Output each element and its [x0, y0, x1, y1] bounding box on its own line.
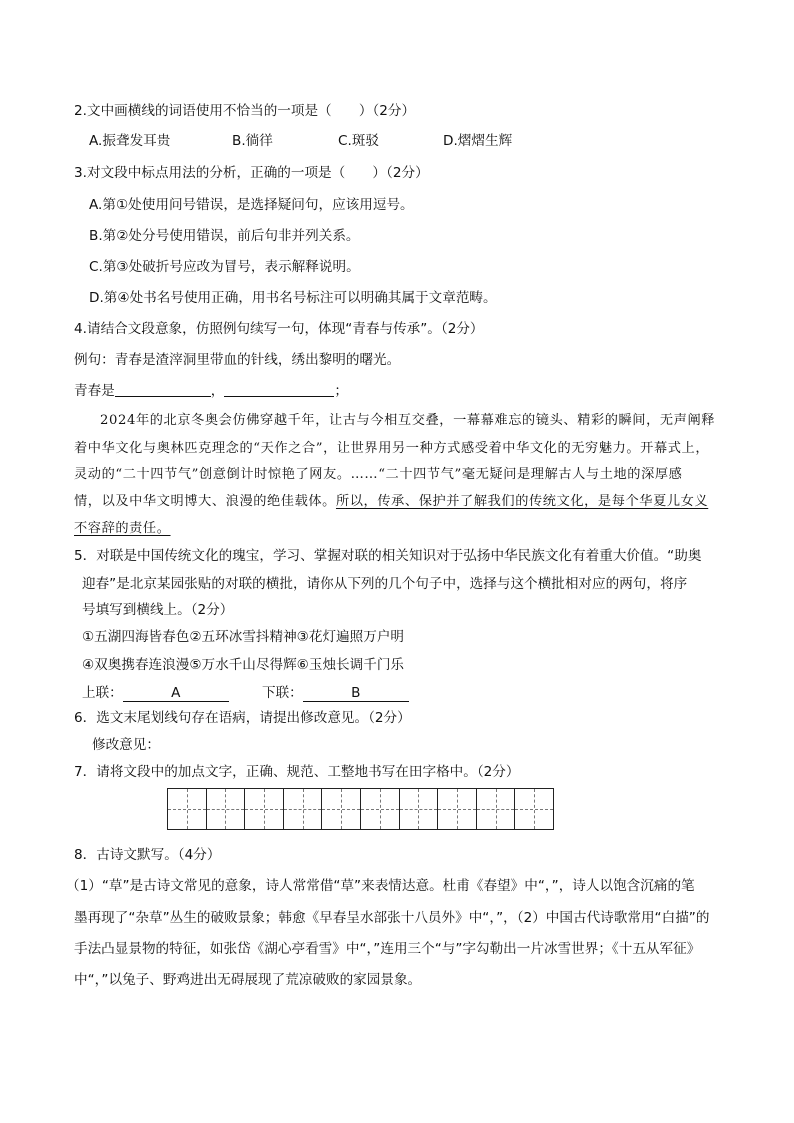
q6-revision-label: 修改意见：: [92, 737, 160, 753]
q2-option-a: A.振聋发耳贵: [89, 133, 171, 149]
q5-upper-couplet: [82, 684, 229, 702]
tianzige-grid[interactable]: [167, 788, 554, 830]
q8-line-2: 墨再现了“杂草”丛生的破败景象；韩愈《早春呈水部张十八员外》中“，”，（2）中国古代诗歌常用“白描”的: [74, 910, 710, 926]
tianzige-cell[interactable]: [322, 789, 361, 829]
passage-line-1: 2024年的北京冬奥会仿佛穿越千年，让古与今相互交叠，一幕幕难忘的镜头、精彩的瞬间，无声阐释: [100, 413, 716, 428]
q5-lower-label: 下联：: [262, 685, 303, 701]
q2-option-c: C.斑驳: [338, 133, 380, 149]
q2-stem: 2.文中画横线的词语使用不恰当的一项是（ ）（2分）: [74, 103, 416, 119]
tianzige-cell[interactable]: [477, 789, 516, 829]
passage-line-2: 着中华文化与奥林匹克理念的“天作之合”，让世界用另一种方式感受着中华文化的无穷魅力。开幕式上，: [74, 441, 710, 456]
passage-line-5: [74, 520, 171, 538]
q5-upper-answer[interactable]: A: [123, 685, 229, 702]
q3-stem: 3.对文段中标点用法的分析，正确的一项是（ ）（2分）: [74, 165, 429, 181]
tianzige-cell[interactable]: [400, 789, 439, 829]
tianzige-cell[interactable]: [207, 789, 246, 829]
q3-option-d: D.第④处书名号使用正确，用书名号标注可以明确其属于文章范畴。: [89, 290, 497, 306]
q4-end: ；: [334, 383, 348, 399]
tianzige-cell[interactable]: [361, 789, 400, 829]
q3-option-b: B.第②处分号使用错误，前后句非并列关系。: [89, 228, 360, 244]
q5-lower-answer[interactable]: B: [303, 685, 409, 702]
q3-option-a: A.第①处使用问号错误，是选择疑问句，应该用逗号。: [89, 197, 414, 213]
q5-stem-line-1: 5．对联是中国传统文化的瑰宝，学习、掌握对联的相关知识对于弘扬中华民族文化有着重大价值。“助奥: [74, 548, 702, 564]
q5-stem-line-2: 迎春”是北京某园张贴的对联的横批，请你从下列的几个句子中，选择与这个横批相对应的两句，将序: [82, 576, 688, 592]
tianzige-cell[interactable]: [515, 789, 553, 829]
q4-example: 例句：青春是渣滓洞里带血的针线，绣出黎明的曙光。: [74, 352, 401, 368]
q8-line-4: 中“，”以兔子、野鸡进出无碍展现了荒凉破败的家园景象。: [74, 972, 422, 988]
passage-line-4: [74, 493, 708, 511]
q8-line-3: 手法凸显景物的特征，如张岱《湖心亭看雪》中“，”连用三个“与”字勾勒出一片冰雪世界；《十五从军征》: [74, 941, 701, 957]
q4-stem: 4.请结合文段意象，仿照例句续写一句，体现“青春与传承”。（2分）: [74, 321, 484, 337]
q6-stem: 6．选文末尾划线句存在语病，请提出修改意见。（2分）: [74, 710, 411, 726]
tianzige-cell[interactable]: [438, 789, 477, 829]
q4-blank-2[interactable]: [224, 382, 334, 397]
q5-upper-label: 上联：: [82, 685, 123, 701]
tianzige-cell[interactable]: [245, 789, 284, 829]
q5-options-1: ①五湖四海皆春色②五环冰雪抖精神③花灯遍照万户明: [82, 629, 405, 645]
q5-options-2: ④双奥携春连浪漫⑤万水千山尽得辉⑥玉烛长调千门乐: [82, 657, 405, 673]
q7-stem: 7．请将文段中的加点文字，正确、规范、工整地书写在田字格中。（2分）: [74, 764, 520, 780]
q2-option-d: D.熠熠生辉: [443, 133, 513, 149]
q8-stem: 8．古诗文默写。（4分）: [74, 847, 221, 863]
q4-prefix: 青春是: [74, 383, 115, 399]
tianzige-cell[interactable]: [284, 789, 323, 829]
q4-sep: ，: [210, 383, 225, 399]
passage-line-4-plain: 情，以及中华文明博大、浪漫的绝佳载体。: [74, 494, 336, 509]
q8-line-1: （1）“草”是古诗文常见的意象，诗人常常借“草”来表情达意。杜甫《春望》中“，”，诗人以饱含沉痛的笔: [66, 878, 695, 894]
q4-answer-line: [74, 382, 348, 400]
q5-lower-couplet: [262, 684, 409, 702]
q5-stem-line-3: 号填写到横线上。（2分）: [82, 602, 234, 618]
q3-option-c: C.第③处破折号应改为冒号，表示解释说明。: [89, 259, 360, 275]
passage-underlined-sentence-end: 不容辞的责任。: [74, 521, 171, 536]
q4-blank-1[interactable]: [115, 382, 211, 397]
passage-line-3: 灵动的“二十四节气”创意倒计时惊艳了网友。……“二十四节气”毫无疑问是理解古人与土地的深厚感: [74, 467, 683, 482]
q2-option-b: B.徜徉: [232, 133, 273, 149]
passage-underlined-sentence: 所以，传承、保护并了解我们的传统文化，是每个华夏儿女义: [335, 494, 709, 509]
tianzige-cell[interactable]: [168, 789, 207, 829]
